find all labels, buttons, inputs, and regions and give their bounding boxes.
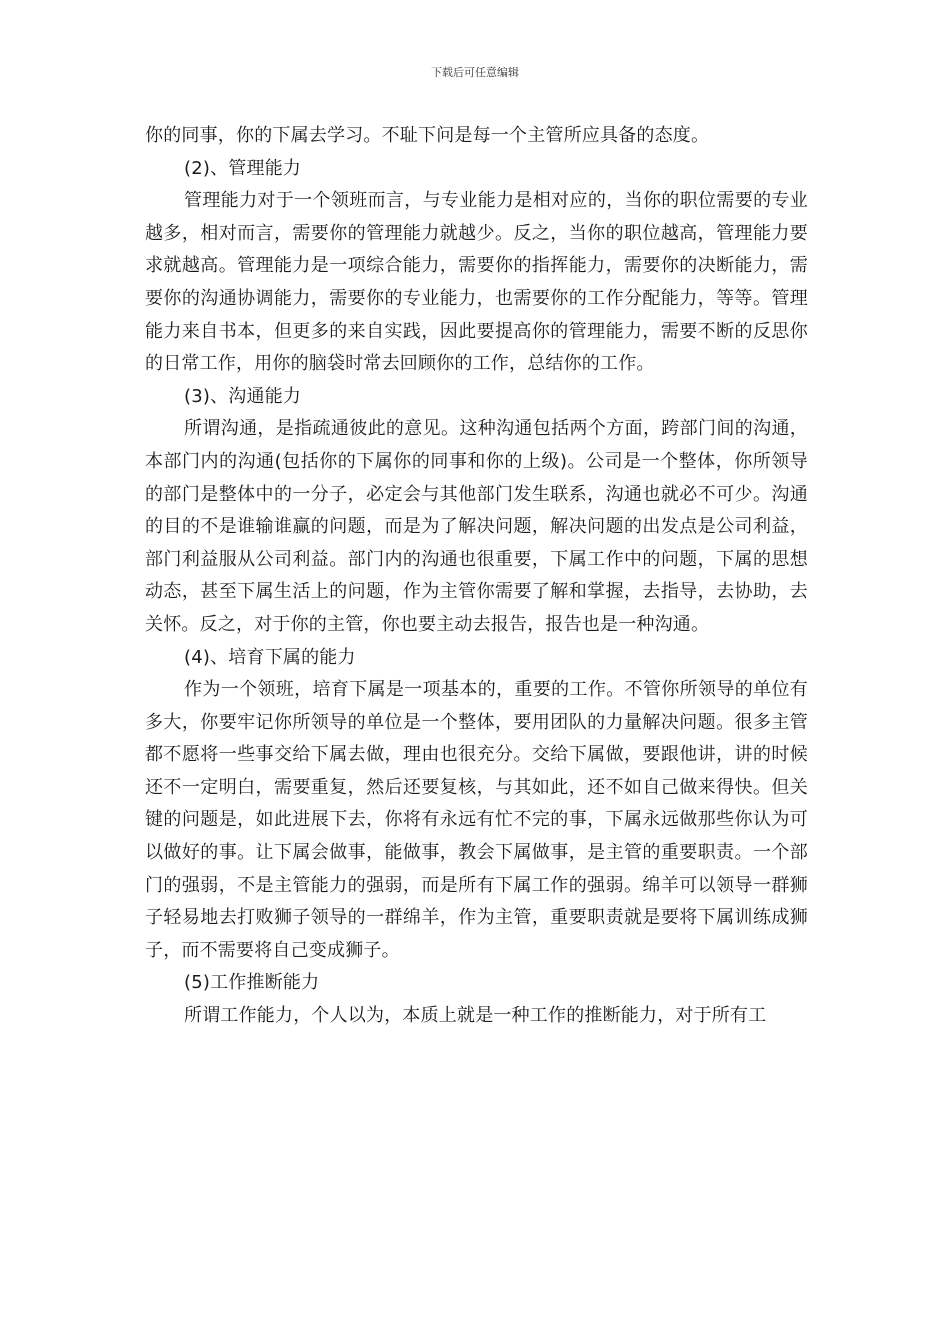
paragraph-continuation: 你的同事，你的下属去学习。不耻下问是每一个主管所应具备的态度。 bbox=[145, 125, 710, 146]
section-heading-judgment: (5)工作推断能力 bbox=[184, 972, 320, 994]
page-header: 下载后可任意编辑 bbox=[431, 66, 519, 79]
section-heading-communication: (3)、沟通能力 bbox=[184, 385, 302, 407]
paragraph-judgment: 所谓工作能力，个人以为，本质上就是一种工作的推断能力，对于所有工 bbox=[184, 1005, 767, 1027]
paragraph-management: 管理能力对于一个领班而言，与专业能力是相对应的，当你的职位需要的专业越多，相对而言，需要你的管理能力就越少。反之，当你的职位越高，管理能力要求就越高。管理能力是一项综合能力，需要你的指挥能力，需要你的决断能力，需要你的沟通协调能力，需要你的专业能力，也需要你的工作分配能力，等等。管理能力来自书本，但更多的来自实践，因此要提高你的管理能力，需要不断的反思你的日常工作，用你的脑袋时常去回顾你的工作，总结你的工作。 bbox=[145, 190, 808, 375]
section-heading-training: (4)、培育下属的能力 bbox=[184, 646, 356, 668]
document-body bbox=[145, 120, 808, 1033]
section-heading-management: (2)、管理能力 bbox=[184, 157, 302, 179]
paragraph-training: 作为一个领班，培育下属是一项基本的，重要的工作。不管你所领导的单位有多大，你要牢记你所领导的单位是一个整体，要用团队的力量解决问题。很多主管都不愿将一些事交给下属去做，理由也很充分。交给下属做，要跟他讲，讲的时候还不一定明白，需要重复，然后还要复核，与其如此，还不如自己做来得快。但关键的问题是，如此进展下去，你将有永远有忙不完的事，下属永远做那些你认为可以做好的事。让下属会做事，能做事，教会下属做事，是主管的重要职责。一个部门的强弱，不是主管能力的强弱，而是所有下属工作的强弱。绵羊可以领导一群狮子轻易地去打败狮子领导的一群绵羊，作为主管，重要职责就是要将下属训练成狮子，而不需要将自己变成狮子。 bbox=[145, 679, 808, 961]
paragraph-communication: 所谓沟通，是指疏通彼此的意见。这种沟通包括两个方面，跨部门间的沟通，本部门内的沟通(包括你的下属你的同事和你的上级)。公司是一个整体，你所领导的部门是整体中的一分子，必定会与其他部门发生联系，沟通也就必不可少。沟通的目的不是谁输谁赢的问题，而是为了解决问题，解决问题的出发点是公司利益，部门利益服从公司利益。部门内的沟通也很重要，下属工作中的问题，下属的思想动态，甚至下属生活上的问题，作为主管你需要了解和掌握，去指导，去协助，去关怀。反之，对于你的主管，你也要主动去报告，报告也是一种沟通。 bbox=[145, 418, 808, 635]
